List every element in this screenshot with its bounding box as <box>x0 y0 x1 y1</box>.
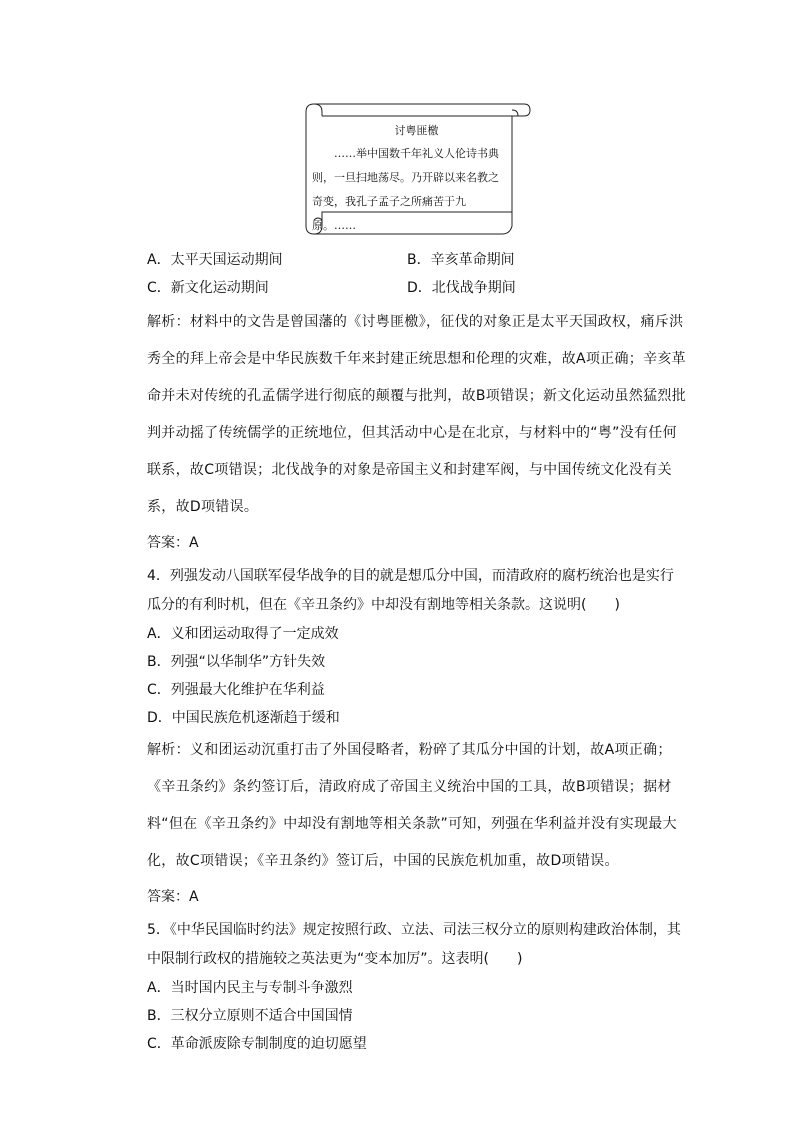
q4-option-a: A．义和团运动取得了一定成效 <box>147 626 339 642</box>
q3-explanation-text: 材料中的文告是曾国藩的《讨粤匪檄》，征伐的对象正是太平天国政权，痛斥洪秀全的拜上帝会是中华民族数千年来封建正统思想和伦理的灾难，故A项正确；辛亥革命并未对传统的孔孟儒学进行彻底的颠覆与批判，故B项错误；新文化运动虽然猛烈批判并动摇了传统儒学的正统地位，但其活动中心是在北京，与材料中的“粤”没有任何联系，故C项错误；北伐战争的对象是帝国主义和封建军阀，与中国传统文化没有关系，故D项错误。 <box>147 314 687 515</box>
q5-option-b: B．三权分立原则不适合中国国情 <box>147 1008 353 1024</box>
q3-option-d: D．北伐战争期间 <box>407 280 516 296</box>
q3-option-a: A．太平天国运动期间 <box>147 252 283 268</box>
q4-answer-label: 答案： <box>147 889 189 905</box>
q5-stem: 5．《中华民国临时约法》规定按照行政、立法、司法三权分立的原则构建政治体制，其中限制行政权的措施较之英法更为“变本加厉”。这表明( ) <box>147 922 681 967</box>
q5-option-c: C．革命派废除专制制度的迫切愿望 <box>147 1036 367 1052</box>
document-content <box>147 246 687 1058</box>
q4-answer-value: A <box>189 889 199 905</box>
q3-options-row-2 <box>147 274 687 302</box>
q3-answer-value: A <box>189 535 199 551</box>
q3-options-row-1 <box>147 246 687 274</box>
scroll-body: ……举中国数千年礼义人伦诗书典则，一旦扫地荡尽。乃开辟以来名教之奇变，我孔子孟子之所痛苦于九原。…… <box>312 147 499 232</box>
scroll-title: 讨粤匪檄 <box>394 124 439 137</box>
q4-option-b: B．列强“以华制华”方针失效 <box>147 654 326 670</box>
q4-answer <box>147 882 687 912</box>
scroll-figure <box>292 98 532 238</box>
q4-explanation-label: 解析： <box>147 742 190 758</box>
q3-option-b: B．辛亥革命期间 <box>407 252 515 268</box>
q4-option-c: C．列强最大化维护在华利益 <box>147 682 325 698</box>
q4-explanation <box>147 732 687 880</box>
q3-option-c: C．新文化运动期间 <box>147 280 269 296</box>
q3-explanation <box>147 304 687 526</box>
q4-stem: 4．列强发动八国联军侵华战争的目的就是想瓜分中国，而清政府的腐朽统治也是实行瓜分的有利时机，但在《辛丑条约》中却没有割地等相关条款。这说明( ) <box>147 568 674 613</box>
q4-option-d: D．中国民族危机逐渐趋于缓和 <box>147 710 340 726</box>
q3-explanation-label: 解析： <box>147 314 190 330</box>
q5-option-a: A．当时国内民主与专制斗争激烈 <box>147 980 353 996</box>
q4-explanation-text: 义和团运动沉重打击了外国侵略者，粉碎了其瓜分中国的计划，故A项正确；《辛丑条约》条约签订后，清政府成了帝国主义统治中国的工具，故B项错误；据材料“但在《辛丑条约》中却没有割地等相关条款”可知，列强在华利益并没有实现最大化，故C项错误；《辛丑条约》签订后，中国的民族危机加重，故D项错误。 <box>147 742 677 869</box>
q3-answer <box>147 528 687 558</box>
q3-answer-label: 答案： <box>147 535 189 551</box>
